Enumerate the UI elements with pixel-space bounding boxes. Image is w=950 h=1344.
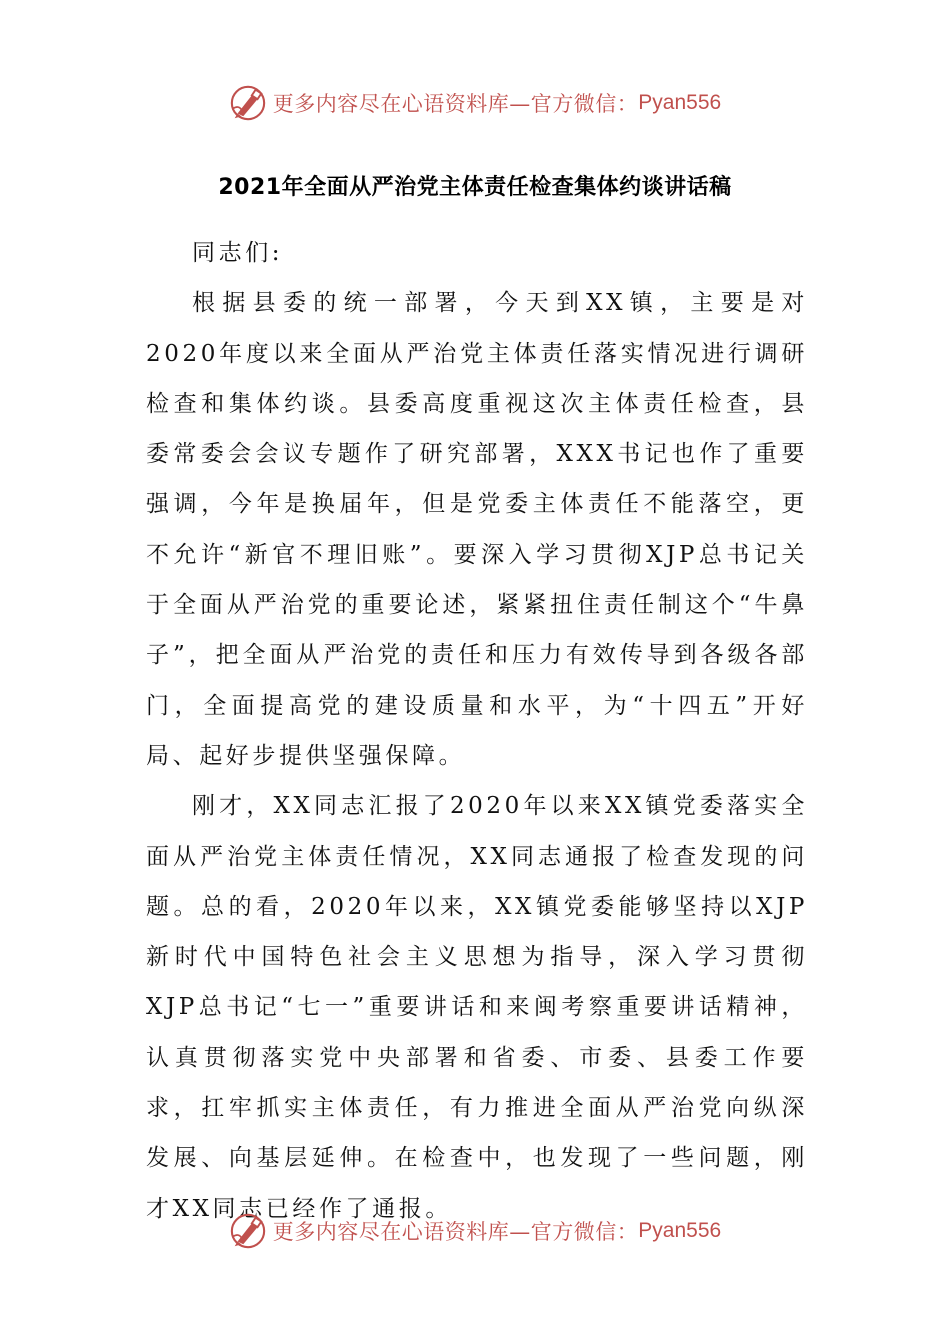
document-body <box>146 228 808 1234</box>
watermark-banner-bottom <box>0 1209 950 1253</box>
watermark-text: 更多内容尽在心语资料库—官方微信： <box>272 1220 639 1244</box>
watermark-banner-top <box>0 81 950 125</box>
watermark-wechat-id: Pyan556 <box>638 91 722 114</box>
salutation: 同志们: <box>192 240 284 266</box>
document-title: 2021年全面从严治党主体责任检查集体约谈讲话稿 <box>218 175 732 200</box>
pen-nib-icon <box>229 1212 267 1250</box>
paragraph-2: 刚才，XX同志汇报了2020年以来XX镇党委落实全面从严治党主体责任情况，XX同志通报了检查发现的问题。总的看，2020年以来，XX镇党委能够坚持以XJP新时代中国特色社会主义思想为指导，深入学习贯彻XJP总书记“七一”重要讲话和来闽考察重要讲话精神，认真贯彻落实党中央部署和省委、市委、县委工作要求，扛牢抓实主体责任，有力推进全面从严治党向纵深发展、向基层延伸。在检查中，也发现了一些问题，刚才XX同志已经作了通报。 <box>146 793 808 1222</box>
paragraph-1: 根据县委的统一部署，今天到XX镇，主要是对2020年度以来全面从严治党主体责任落实情况进行调研检查和集体约谈。县委高度重视这次主体责任检查，县委常委会会议专题作了研究部署，XXX书记也作了重要强调，今年是换届年，但是党委主体责任不能落空，更不允许“新官不理旧账”。要深入学习贯彻XJP总书记关于全面从严治党的重要论述，紧紧扭住责任制这个“牛鼻子”，把全面从严治党的责任和压力有效传导到各级各部门，全面提高党的建设质量和水平，为“十四五”开好局、起好步提供坚强保障。 <box>146 290 808 769</box>
watermark-wechat-id: Pyan556 <box>638 1219 722 1242</box>
pen-nib-icon <box>229 84 267 122</box>
watermark-text: 更多内容尽在心语资料库—官方微信： <box>272 92 639 116</box>
